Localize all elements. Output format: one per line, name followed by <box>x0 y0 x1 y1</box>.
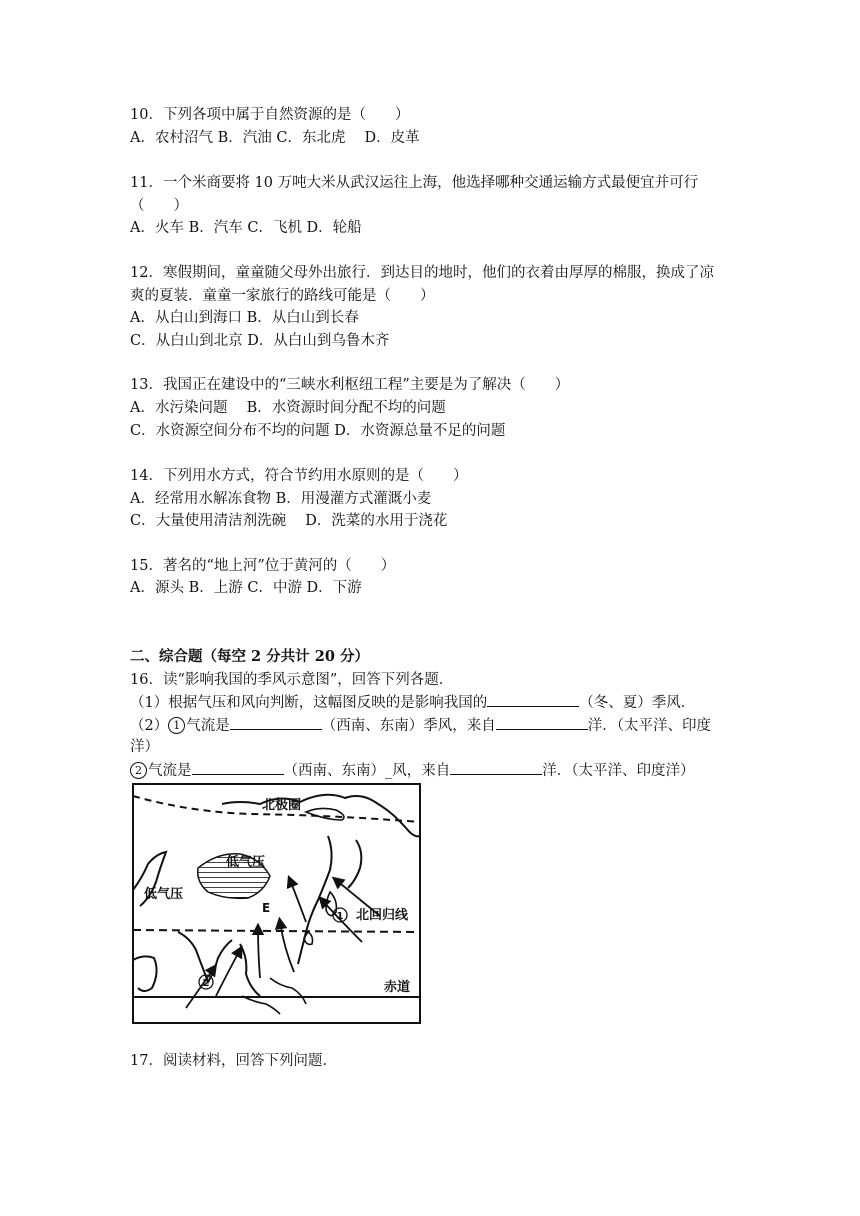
q16-part1-text-a: （1）根据气压和风向判断，这幅图反映的是影响我国的 <box>130 695 488 711</box>
monsoon-map-figure <box>130 782 423 1026</box>
q12-stem-continued: 爽的夏装．童童一家旅行的路线可能是（ ） <box>130 288 435 304</box>
label-e: E <box>262 901 271 915</box>
answer-blank-ocean-1[interactable] <box>496 715 588 730</box>
q15-stem: 15．著名的“地上河”位于黄河的（ ） <box>130 558 396 574</box>
answer-blank-ocean-2[interactable] <box>450 760 542 775</box>
q17-stem: 17．阅读材料，回答下列问题． <box>130 1053 337 1069</box>
label-tropic-of-cancer: 北回归线 <box>356 908 409 923</box>
q15-options: A．源头 B．上游 C．中游 D．下游 <box>130 580 362 596</box>
q13-options-ab: A．水污染问题 B．水资源时间分配不均的问题 <box>130 400 446 416</box>
q16-part3-text-c: 洋．（太平洋、印度洋） <box>542 763 695 779</box>
q14-options-ab: A．经常用水解冻食物 B．用漫灌方式灌溉小麦 <box>130 491 432 507</box>
label-low-pressure-1: 低气压 <box>226 855 266 870</box>
q16-part2 <box>130 715 711 736</box>
q12-options-cd: C．从白山到北京 D．从白山到乌鲁木齐 <box>130 333 390 349</box>
q14-options-cd: C．大量使用清洁剂洗碗 D．洗菜的水用于浇花 <box>130 513 448 529</box>
q16-part2-prefix: （2） <box>130 718 169 734</box>
label-circle-1: 1 <box>336 911 344 922</box>
answer-blank-season[interactable] <box>487 692 579 707</box>
label-low-pressure-2: 低气压 <box>144 887 184 902</box>
section-heading: 二、综合题（每空 2 分共计 20 分） <box>130 648 369 665</box>
answer-blank-monsoon-2[interactable] <box>192 760 284 775</box>
q16-part2-text-d: 洋．（太平洋、印度 <box>587 718 711 734</box>
q16-part1 <box>130 692 695 713</box>
q14-stem: 14．下列用水方式，符合节约用水原则的是（ ） <box>130 468 468 484</box>
q10-stem: 10．下列各项中属于自然资源的是（ ） <box>130 107 410 123</box>
q16-part2-text-c: （西南、东南）季风，来自 <box>321 718 496 734</box>
q16-stem: 16．读“影响我国的季风示意图”，回答下列各题． <box>130 672 454 688</box>
label-circle-2: 2 <box>202 978 210 989</box>
circled-number-1: 1 <box>168 717 185 734</box>
q16-part1-text-b: （冬、夏）季风． <box>579 695 696 711</box>
answer-blank-monsoon-1[interactable] <box>230 715 322 730</box>
label-arctic-circle: 北极圈 <box>262 798 302 813</box>
q12-options-ab: A．从白山到海口 B．从白山到长春 <box>130 310 359 326</box>
q16-part3 <box>130 760 695 781</box>
label-equator: 赤道 <box>384 980 411 995</box>
q11-stem-continued: （ ） <box>130 198 188 214</box>
q11-stem: 11．一个米商要将 10 万吨大米从武汉运往上海，他选择哪种交通运输方式最便宜并可行 <box>130 175 699 191</box>
q16-part2-continued: 洋） <box>130 739 159 755</box>
q16-part3-text-a: 气流是 <box>148 763 192 779</box>
q16-part3-text-b: （西南、东南）_风，来自 <box>283 763 451 779</box>
q11-options: A．火车 B．汽车 C．飞机 D．轮船 <box>130 220 362 236</box>
q10-options: A．农村沼气 B．汽油 C．东北虎 D．皮革 <box>130 130 420 146</box>
q13-options-cd: C．水资源空间分布不均的问题 D．水资源总量不足的问题 <box>130 423 506 439</box>
q13-stem: 13．我国正在建设中的“三峡水利枢纽工程”主要是为了解决（ ） <box>130 377 570 393</box>
monsoon-map-svg <box>130 782 423 1026</box>
circled-number-2: 2 <box>130 762 147 779</box>
q16-part2-text-b: 气流是 <box>186 718 230 734</box>
q12-stem: 12．寒假期间，童童随父母外出旅行．到达目的地时，他们的衣着由厚厚的棉服，换成了凉 <box>130 265 714 281</box>
